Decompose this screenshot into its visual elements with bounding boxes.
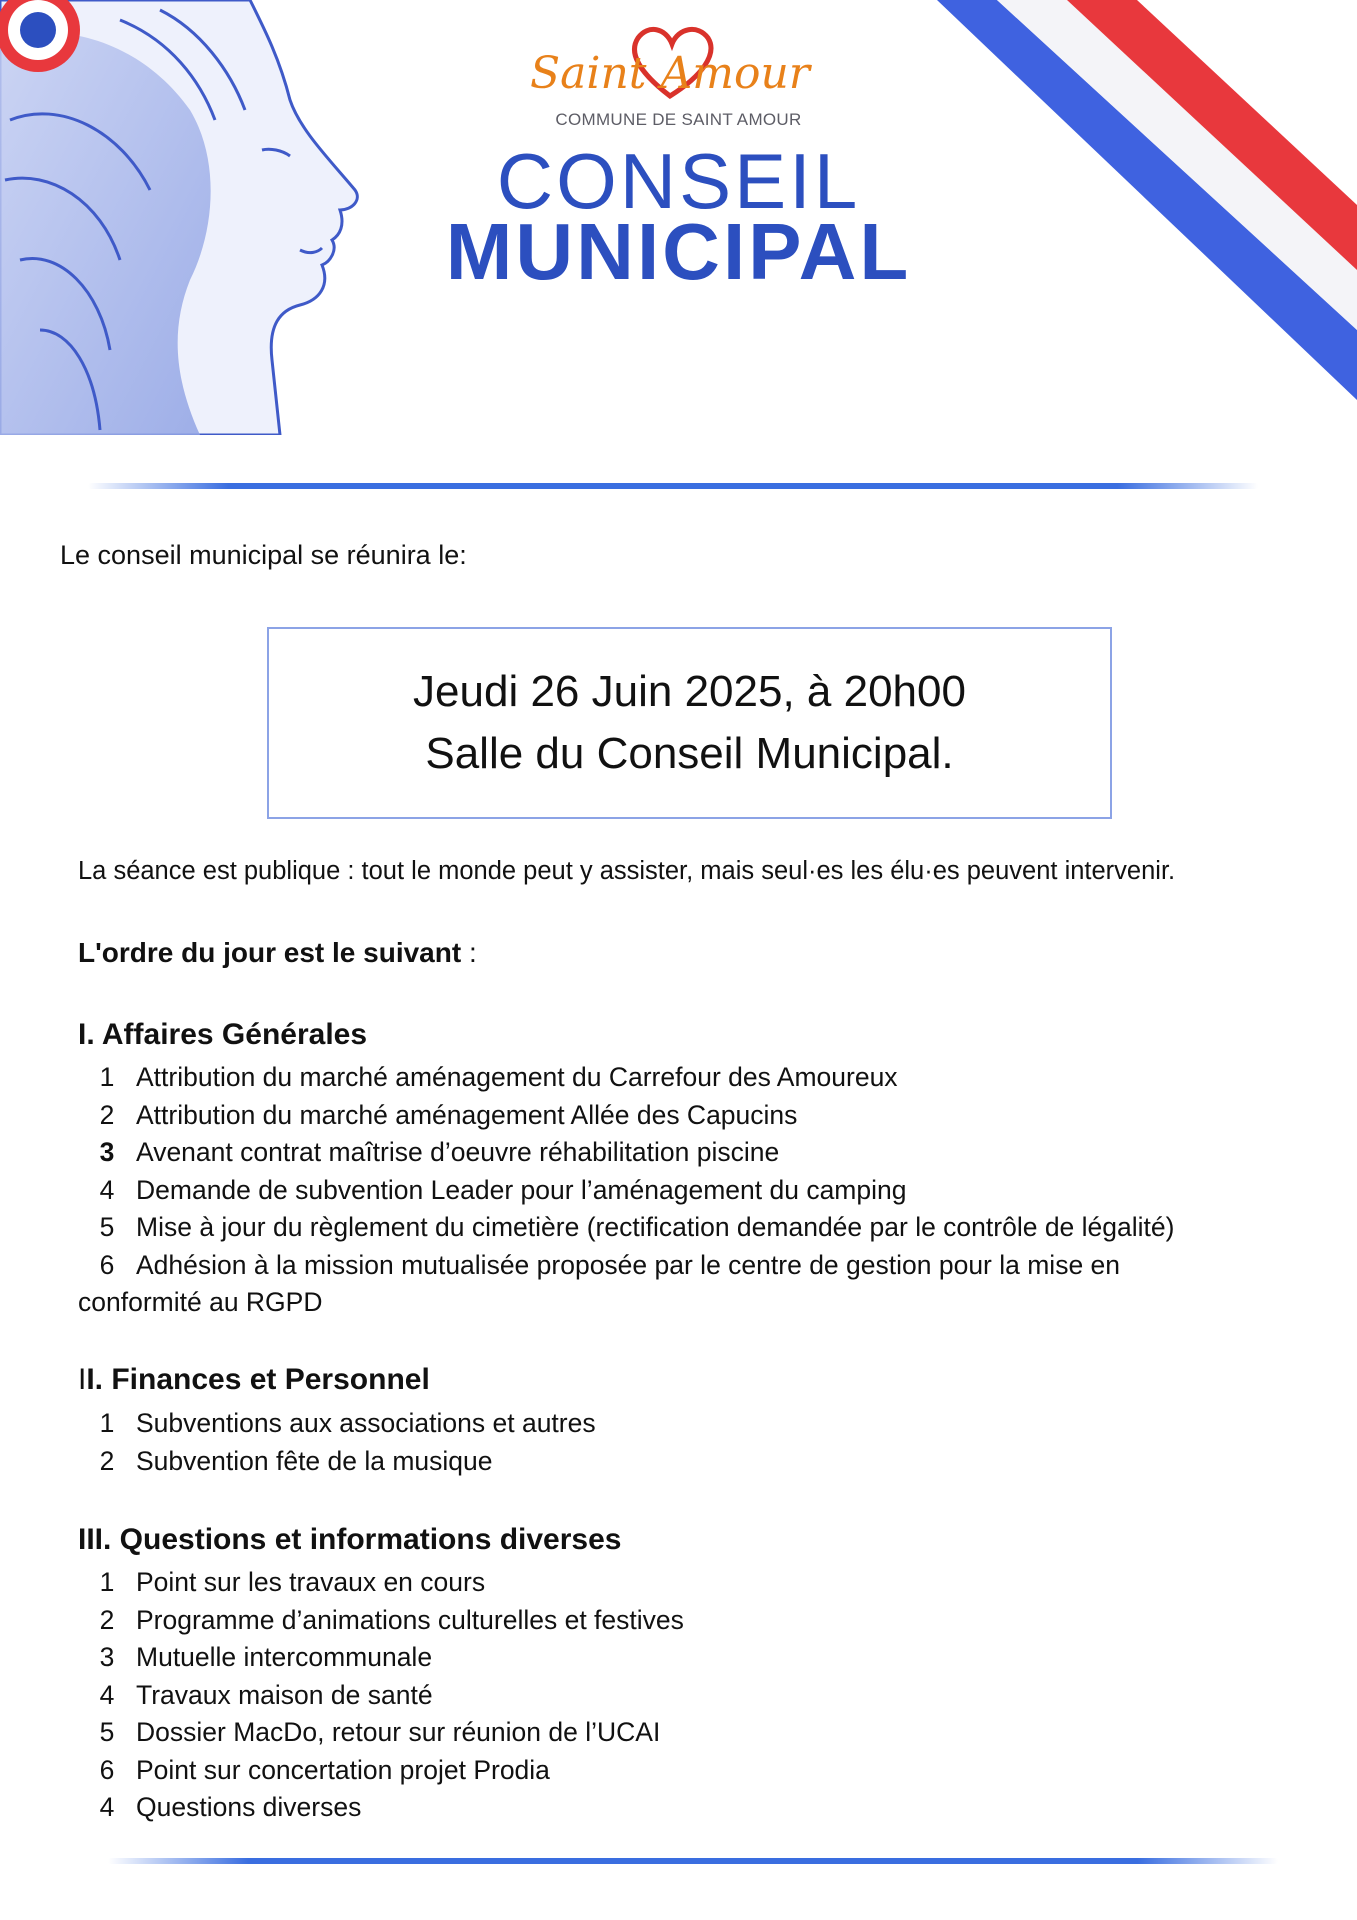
item-number: 1 xyxy=(99,1408,115,1438)
item-text: Point sur concertation projet Prodia xyxy=(136,1754,550,1785)
agenda-intro xyxy=(78,937,477,969)
item-number: 5 xyxy=(99,1212,115,1242)
item-text: Questions diverses xyxy=(136,1792,362,1822)
item-text: Point sur les travaux en cours xyxy=(136,1567,486,1597)
list-item xyxy=(78,1443,1278,1481)
section-title-questions: III. Questions et informations diverses xyxy=(78,1523,622,1556)
item-number: 1 xyxy=(99,1567,115,1597)
saint-amour-logo xyxy=(520,18,840,108)
item-number: 4 xyxy=(99,1679,115,1710)
meeting-box xyxy=(267,627,1112,819)
meeting-date: Jeudi 26 Juin 2025, à 20h00 xyxy=(413,667,966,716)
item-number: 6 xyxy=(99,1249,115,1280)
title-municipal: MUNICIPAL xyxy=(445,207,912,296)
meeting-place: Salle du Conseil Municipal. xyxy=(425,729,954,778)
list-item-continuation: conformité au RGPD xyxy=(78,1287,323,1317)
list-item xyxy=(78,1209,1278,1247)
list-item xyxy=(78,1752,1278,1790)
agenda-intro-suffix: : xyxy=(461,937,477,968)
section-title-finances xyxy=(78,1363,430,1397)
section-title-prefix: I xyxy=(78,1363,87,1396)
item-number: 1 xyxy=(99,1062,115,1092)
item-text: Attribution du marché aménagement du Carrefour des Amoureux xyxy=(136,1062,898,1092)
title-conseil: CONSEIL xyxy=(496,137,861,225)
list-item xyxy=(78,1677,1278,1715)
list-item xyxy=(78,1134,1278,1172)
logo-text: Saint Amour xyxy=(530,48,810,99)
list-item xyxy=(78,1789,1278,1827)
list-item xyxy=(78,1714,1278,1752)
section-title-rest: I. Finances et Personnel xyxy=(86,1363,430,1396)
bottom-divider xyxy=(108,1858,1278,1864)
item-number: 3 xyxy=(99,1137,115,1167)
item-text: Avenant contrat maîtrise d’oeuvre réhabilitation piscine xyxy=(136,1137,780,1167)
item-text: Programme d’animations culturelles et festives xyxy=(136,1604,684,1635)
list-item xyxy=(78,1097,1278,1135)
item-text: Subventions aux associations et autres xyxy=(136,1408,596,1438)
commune-name: COMMUNE DE SAINT AMOUR xyxy=(555,110,802,129)
item-text: Mise à jour du règlement du cimetière (rectification demandée par le contrôle de légalité) xyxy=(136,1212,1175,1242)
item-text: Subvention fête de la musique xyxy=(136,1445,493,1476)
item-text: Attribution du marché aménagement Allée des Capucins xyxy=(136,1099,798,1130)
item-text: Mutuelle intercommunale xyxy=(136,1642,433,1672)
list-item xyxy=(78,1639,1278,1677)
item-number: 4 xyxy=(99,1792,115,1822)
item-number: 3 xyxy=(99,1642,115,1672)
public-notice: La séance est publique : tout le monde peut y assister, mais seul·es les élu·es peuvent intervenir. xyxy=(78,857,1176,885)
top-divider xyxy=(88,483,1258,489)
intro-text: Le conseil municipal se réunira le: xyxy=(60,540,467,570)
list-item xyxy=(78,1564,1278,1602)
list-item xyxy=(78,1405,1278,1443)
section-title-affaires: I. Affaires Générales xyxy=(78,1018,368,1051)
item-number: 2 xyxy=(99,1604,115,1635)
section-items-questions xyxy=(78,1564,1278,1827)
item-number: 2 xyxy=(99,1099,115,1130)
item-number: 6 xyxy=(99,1754,115,1785)
item-text: Demande de subvention Leader pour l’aménagement du camping xyxy=(136,1174,907,1205)
item-number: 4 xyxy=(99,1174,115,1205)
list-item xyxy=(78,1247,1278,1285)
list-item xyxy=(78,1602,1278,1640)
item-text: Travaux maison de santé xyxy=(136,1679,433,1710)
item-number: 2 xyxy=(99,1445,115,1476)
section-items-affaires xyxy=(78,1059,1278,1322)
item-number: 5 xyxy=(99,1717,115,1747)
list-item xyxy=(78,1059,1278,1097)
agenda-intro-bold: L'ordre du jour est le suivant xyxy=(78,937,462,968)
section-items-finances xyxy=(78,1405,1278,1480)
item-text: Adhésion à la mission mutualisée proposée par le centre de gestion pour la mise en xyxy=(136,1249,1121,1280)
list-item xyxy=(78,1172,1278,1210)
item-text: Dossier MacDo, retour sur réunion de l’UCAI xyxy=(136,1717,661,1747)
